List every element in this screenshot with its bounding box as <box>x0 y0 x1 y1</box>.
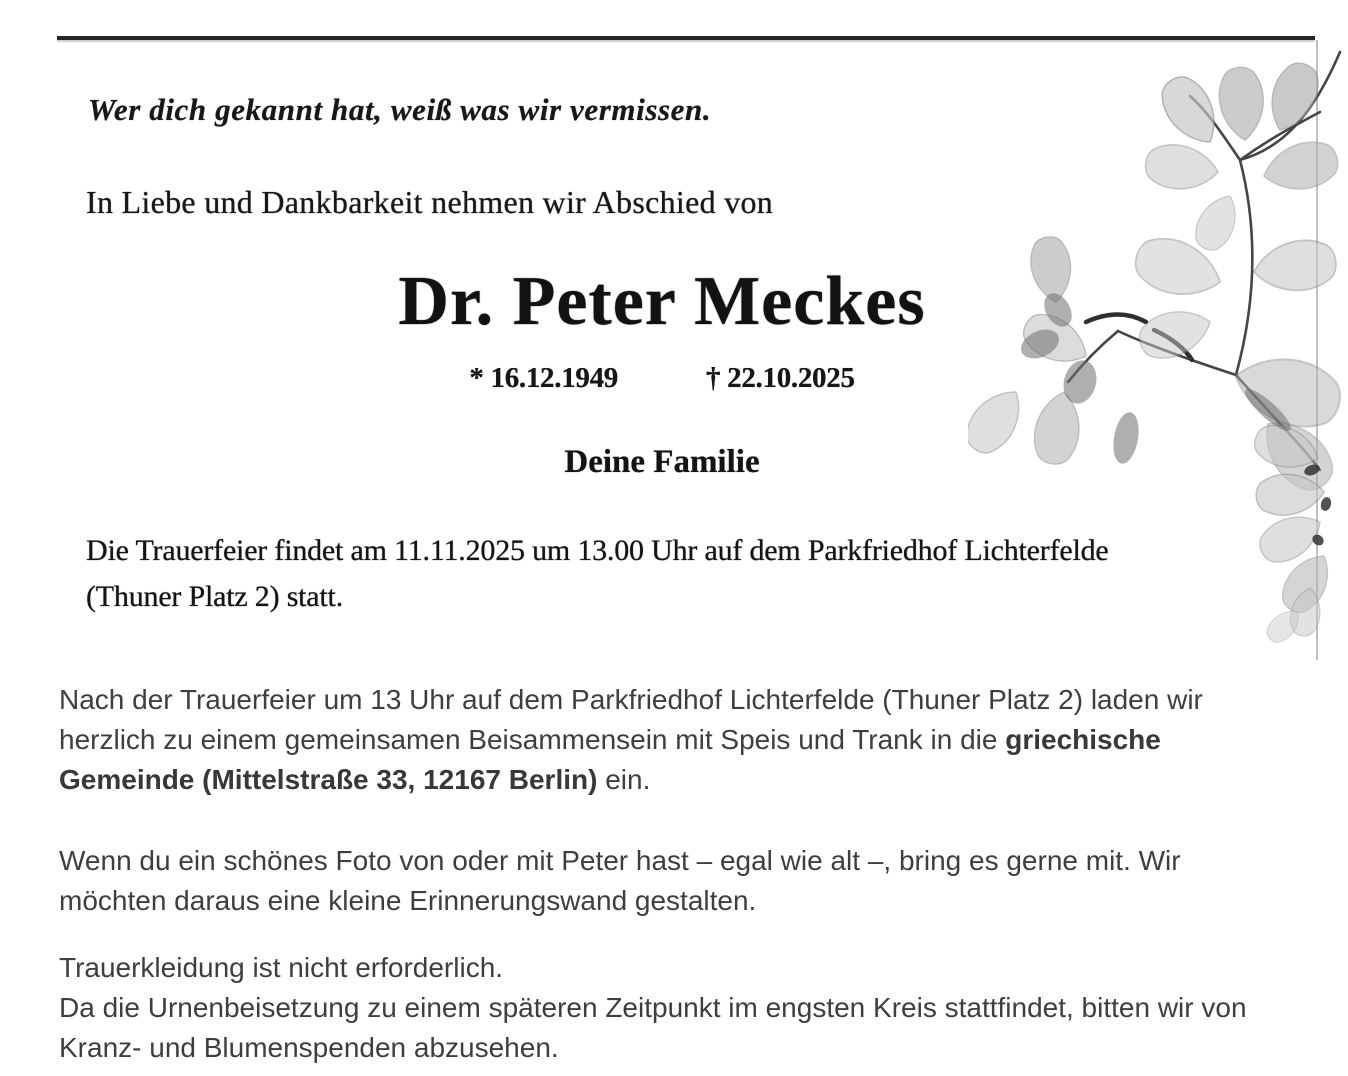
venue-highlight-part1: griechische <box>1005 724 1161 755</box>
invitation-line2: herzlich zu einem gemeinsamen Beisammensein mit Speis und Trank in die griechische <box>59 724 1161 755</box>
epigraph-text: Wer dich gekannt hat, weiß was wir vermissen. <box>88 92 712 127</box>
death-date: † 22.10.2025 <box>706 362 855 394</box>
photo-request-line1: Wenn du ein schönes Foto von oder mit Peter hast – egal wie alt –, bring es gerne mit. Wir <box>59 845 1181 876</box>
notes-paragraph <box>59 948 1274 1068</box>
donations-line: Kranz- und Blumenspenden abzusehen. <box>59 1032 559 1063</box>
family-signature: Deine Familie <box>564 444 760 480</box>
service-info-line1: Die Trauerfeier findet am 11.11.2025 um 13.00 Uhr auf dem Parkfriedhof Lichterfelde <box>86 534 1109 567</box>
invitation-line1: Nach der Trauerfeier um 13 Uhr auf dem Parkfriedhof Lichterfelde (Thuner Platz 2) laden wir <box>59 684 1203 715</box>
farewell-intro: In Liebe und Dankbarkeit nehmen wir Abschied von <box>86 184 774 220</box>
invitation-paragraph <box>59 680 1274 800</box>
card-right-edge <box>1316 40 1318 660</box>
service-info-line2: (Thuner Platz 2) statt. <box>86 580 343 613</box>
invitation-line3: Gemeinde (Mittelstraße 33, 12167 Berlin) ein. <box>59 764 651 795</box>
card-top-rule <box>57 36 1315 40</box>
venue-highlight-part2: Gemeinde (Mittelstraße 33, 12167 Berlin) <box>59 764 598 795</box>
urn-burial-line: Da die Urnenbeisetzung zu einem späteren Zeitpunkt im engsten Kreis stattfindet, bitten wir von <box>59 992 1247 1023</box>
paragraph-gap <box>59 921 1274 948</box>
photo-request-paragraph <box>59 841 1274 921</box>
deceased-name: Dr. Peter Meckes <box>398 263 926 340</box>
message-body <box>59 680 1274 1068</box>
birth-date: * 16.12.1949 <box>469 362 618 394</box>
photo-request-line2: möchten daraus eine kleine Erinnerungswand gestalten. <box>59 885 757 916</box>
life-dates <box>57 362 1267 395</box>
paragraph-gap <box>59 800 1274 841</box>
dress-code-line: Trauerkleidung ist nicht erforderlich. <box>59 952 504 983</box>
service-info <box>86 528 1109 620</box>
